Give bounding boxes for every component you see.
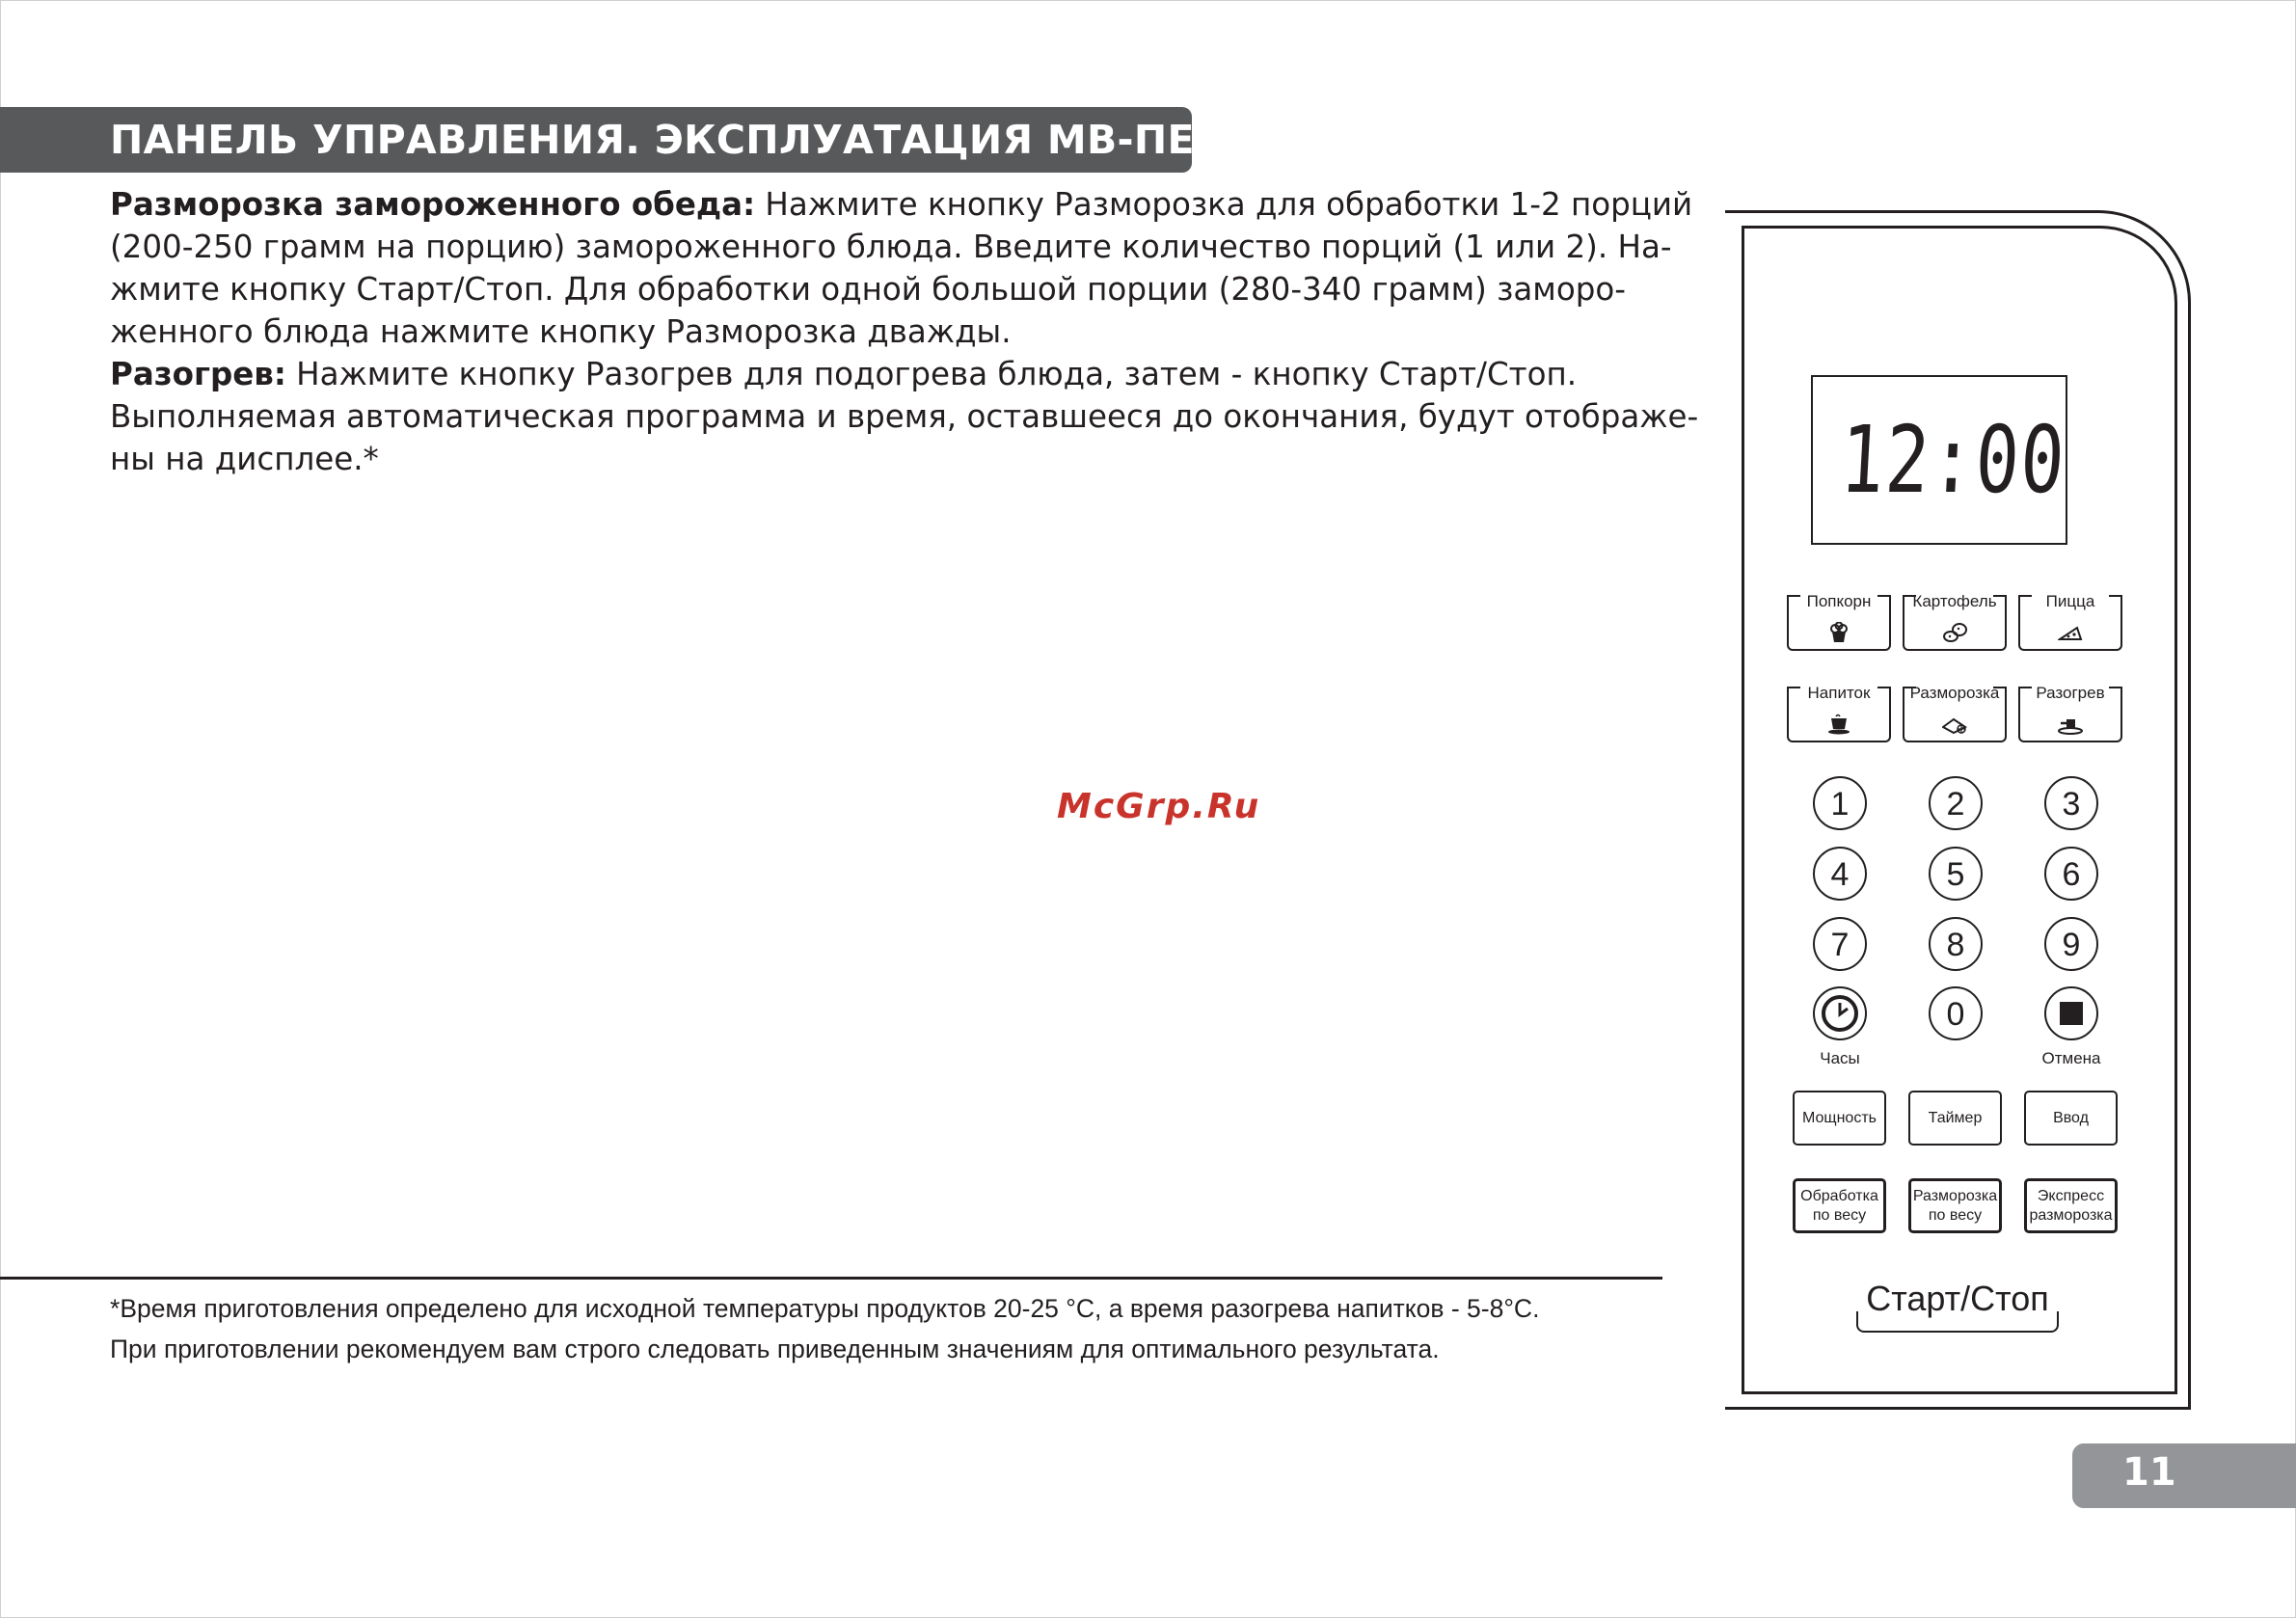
reheat-heading: Разогрев: bbox=[110, 356, 286, 392]
reheat-label: Разогрев bbox=[2036, 684, 2105, 702]
digit-2-button[interactable]: 2 bbox=[1929, 776, 1983, 830]
digit-8-button[interactable]: 8 bbox=[1929, 917, 1983, 971]
start-stop-label: Старт/Стоп bbox=[1866, 1279, 2049, 1318]
instruction-text: Нажмите кнопку Разморозка для обработки 1-2 порций bbox=[755, 186, 1693, 223]
power-button[interactable]: Мощность bbox=[1793, 1091, 1886, 1146]
beverage-cup-icon bbox=[1826, 714, 1851, 735]
beverage-label: Напиток bbox=[1807, 684, 1871, 702]
defrost-button[interactable] bbox=[1903, 684, 2007, 742]
reheat-plate-icon bbox=[2058, 714, 2083, 735]
cancel-caption: Отмена bbox=[2041, 1049, 2101, 1067]
express-defrost-label: разморозка bbox=[2029, 1206, 2113, 1224]
weight-defrost-label: по весу bbox=[1928, 1206, 1983, 1224]
page-number: 11 bbox=[2122, 1450, 2176, 1495]
start-stop-button[interactable] bbox=[1852, 1273, 2063, 1333]
stop-square-icon bbox=[2046, 988, 2096, 1038]
digit-4-button[interactable]: 4 bbox=[1813, 847, 1867, 901]
footnote bbox=[110, 1288, 1672, 1369]
instruction-line: ны на дисплее.* bbox=[110, 441, 379, 477]
timer-button[interactable]: Таймер bbox=[1908, 1091, 2002, 1146]
reheat-button[interactable] bbox=[2018, 684, 2122, 742]
digit-5-button[interactable]: 5 bbox=[1929, 847, 1983, 901]
display-time: 12:00 bbox=[1837, 406, 2069, 514]
potato-button[interactable] bbox=[1903, 592, 2007, 651]
pizza-icon bbox=[2058, 622, 2083, 643]
digit-7-button[interactable]: 7 bbox=[1813, 917, 1867, 971]
digit-3-button[interactable]: 3 bbox=[2044, 776, 2098, 830]
snowflake-icon bbox=[1942, 714, 1967, 735]
watermark: McGrp.Ru bbox=[1057, 787, 1261, 826]
instruction-text: Нажмите кнопку Разогрев для подогрева блюда, затем - кнопку Старт/Стоп. bbox=[285, 356, 1578, 392]
footnote-line: При приготовлении рекомендуем вам строго следовать приведенным значениям для оптимального результата. bbox=[110, 1335, 1440, 1363]
clock-icon bbox=[1815, 988, 1865, 1038]
panel-display bbox=[1811, 375, 2067, 545]
potato-icon bbox=[1942, 622, 1967, 643]
pizza-label: Пицца bbox=[2045, 592, 2095, 610]
weight-cook-button[interactable] bbox=[1793, 1178, 1886, 1233]
popcorn-label: Попкорн bbox=[1806, 592, 1872, 610]
instruction-line: Выполняемая автоматическая программа и время, оставшееся до окончания, будут отображе- bbox=[110, 398, 1699, 435]
section-title: ПАНЕЛЬ УПРАВЛЕНИЯ. ЭКСПЛУАТАЦИЯ МВ-ПЕЧИ bbox=[110, 117, 1260, 163]
cancel-button[interactable] bbox=[2044, 986, 2098, 1040]
instruction-line: женного блюда нажмите кнопку Разморозка дважды. bbox=[110, 313, 1012, 350]
instruction-line: (200-250 грамм на порцию) замороженного блюда. Введите количество порций (1 или 2). На- bbox=[110, 229, 1672, 265]
potato-label: Картофель bbox=[1912, 592, 1997, 610]
page-number-tab bbox=[2072, 1443, 2296, 1508]
section-header bbox=[0, 107, 1260, 173]
digit-0-button[interactable]: 0 bbox=[1929, 986, 1983, 1040]
instructions bbox=[110, 183, 1699, 480]
express-defrost-button[interactable] bbox=[2024, 1178, 2118, 1233]
weight-cook-label: по весу bbox=[1812, 1206, 1867, 1224]
weight-cook-label: Обработка bbox=[1800, 1187, 1878, 1204]
pizza-button[interactable] bbox=[2018, 592, 2122, 651]
footnote-divider bbox=[0, 1277, 1662, 1280]
clock-button[interactable] bbox=[1813, 986, 1867, 1040]
digit-9-button[interactable]: 9 bbox=[2044, 917, 2098, 971]
instruction-line: жмите кнопку Старт/Стоп. Для обработки одной большой порции (280-340 грамм) заморо- bbox=[110, 271, 1626, 308]
weight-defrost-label: Разморозка bbox=[1912, 1187, 1998, 1204]
digit-6-button[interactable]: 6 bbox=[2044, 847, 2098, 901]
express-defrost-label: Экспресс bbox=[2037, 1187, 2105, 1204]
defrost-label: Разморозка bbox=[1909, 684, 2000, 702]
enter-button[interactable]: Ввод bbox=[2024, 1091, 2118, 1146]
weight-defrost-button[interactable] bbox=[1908, 1178, 2002, 1233]
beverage-button[interactable] bbox=[1787, 684, 1891, 742]
clock-caption: Часы bbox=[1820, 1049, 1860, 1067]
popcorn-icon bbox=[1826, 622, 1851, 643]
instruction-line bbox=[110, 183, 1693, 226]
popcorn-button[interactable] bbox=[1787, 592, 1891, 651]
digit-1-button[interactable]: 1 bbox=[1813, 776, 1867, 830]
defrost-heading: Разморозка замороженного обеда: bbox=[110, 186, 756, 223]
instruction-line bbox=[110, 353, 1677, 395]
footnote-line: *Время приготовления определено для исходной температуры продуктов 20-25 °С, а время разогрева напитков - 5-8°С. bbox=[110, 1294, 1540, 1323]
